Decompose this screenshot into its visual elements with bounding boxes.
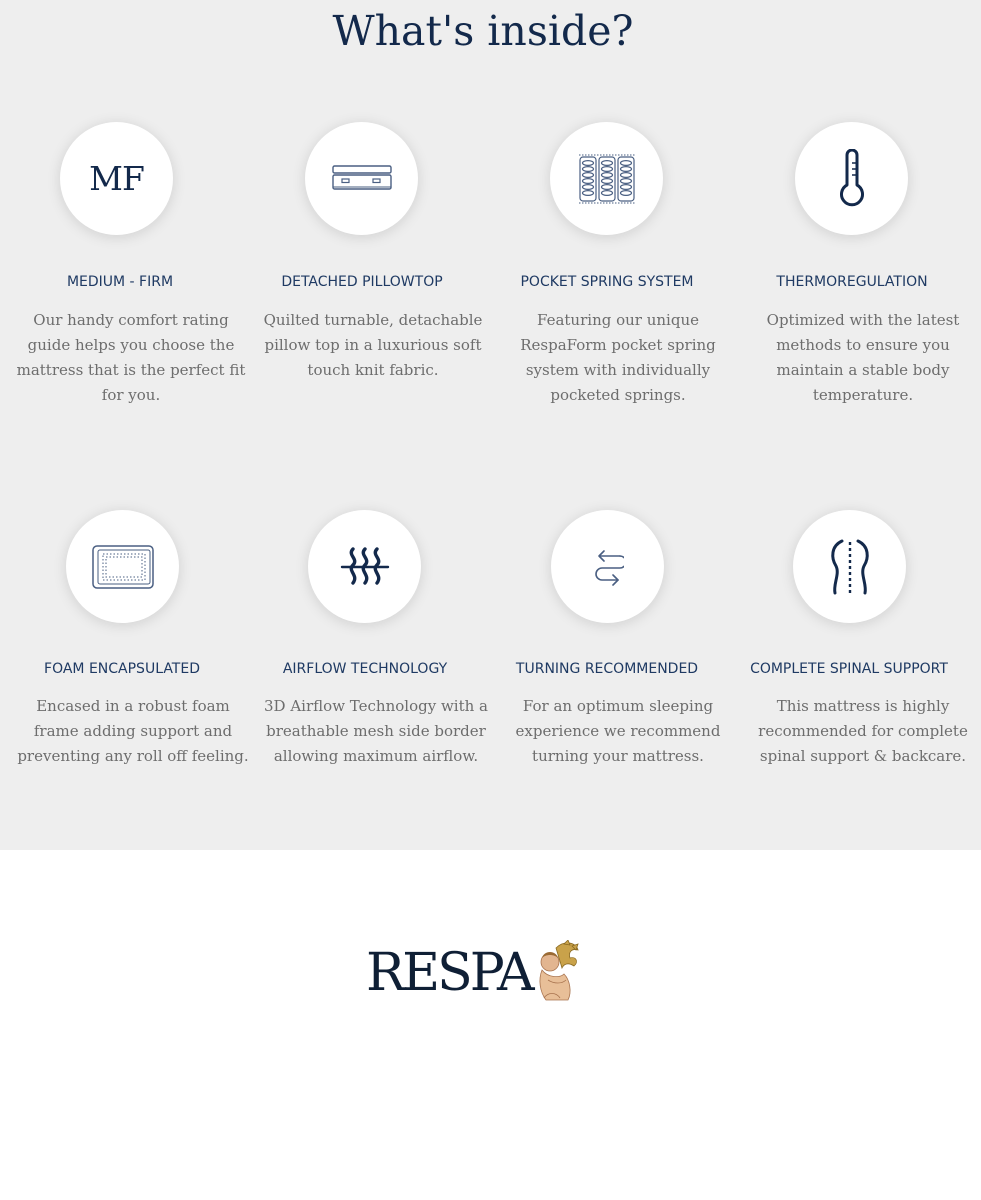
feature-description: Quilted turnable, detachable pillow top in a luxurious soft touch knit fabric.	[263, 311, 483, 379]
medium-firm-icon-text: MF	[89, 159, 144, 198]
feature-title: FOAM ENCAPSULATED	[44, 661, 200, 677]
spine-icon	[793, 510, 906, 623]
feature-title: TURNING RECOMMENDED	[515, 661, 699, 677]
feature-title: POCKET SPRING SYSTEM	[520, 274, 694, 290]
feature-title: DETACHED PILLOWTOP	[281, 274, 443, 290]
feature-description: This mattress is highly recommended for complete spinal support & backcare.	[758, 697, 968, 765]
logo-wordmark: RESPA	[366, 943, 532, 1003]
cherub-icon	[534, 940, 580, 1004]
airflow-icon	[308, 510, 421, 623]
pillowtop-icon	[305, 122, 418, 235]
feature-description: Our handy comfort rating guide helps you choose the mattress that is the perfect fit for you.	[16, 311, 246, 404]
feature-title: AIRFLOW TECHNOLOGY	[282, 661, 448, 677]
feature-description: Optimized with the latest methods to ensure you maintain a stable body temperature.	[766, 311, 960, 404]
medium-firm-icon	[60, 122, 173, 235]
thermometer-icon	[795, 122, 908, 235]
foam-encapsulated-icon	[66, 510, 179, 623]
feature-title: COMPLETE SPINAL SUPPORT	[750, 661, 948, 677]
feature-description: Encased in a robust foam frame adding support and preventing any roll off feeling.	[17, 697, 249, 765]
feature-title: MEDIUM - FIRM	[66, 274, 174, 290]
respa-logo[interactable]	[366, 938, 582, 1010]
feature-description: 3D Airflow Technology with a breathable mesh side border allowing maximum airflow.	[264, 697, 488, 765]
feature-description: Featuring our unique RespaForm pocket spring system with individually pocketed springs.	[520, 311, 716, 404]
feature-title: THERMOREGULATION	[776, 274, 928, 290]
feature-description: For an optimum sleeping experience we recommend turning your mattress.	[515, 697, 721, 765]
turning-arrows-icon	[551, 510, 664, 623]
pocket-spring-icon	[550, 122, 663, 235]
page-title: What's inside?	[332, 7, 634, 55]
